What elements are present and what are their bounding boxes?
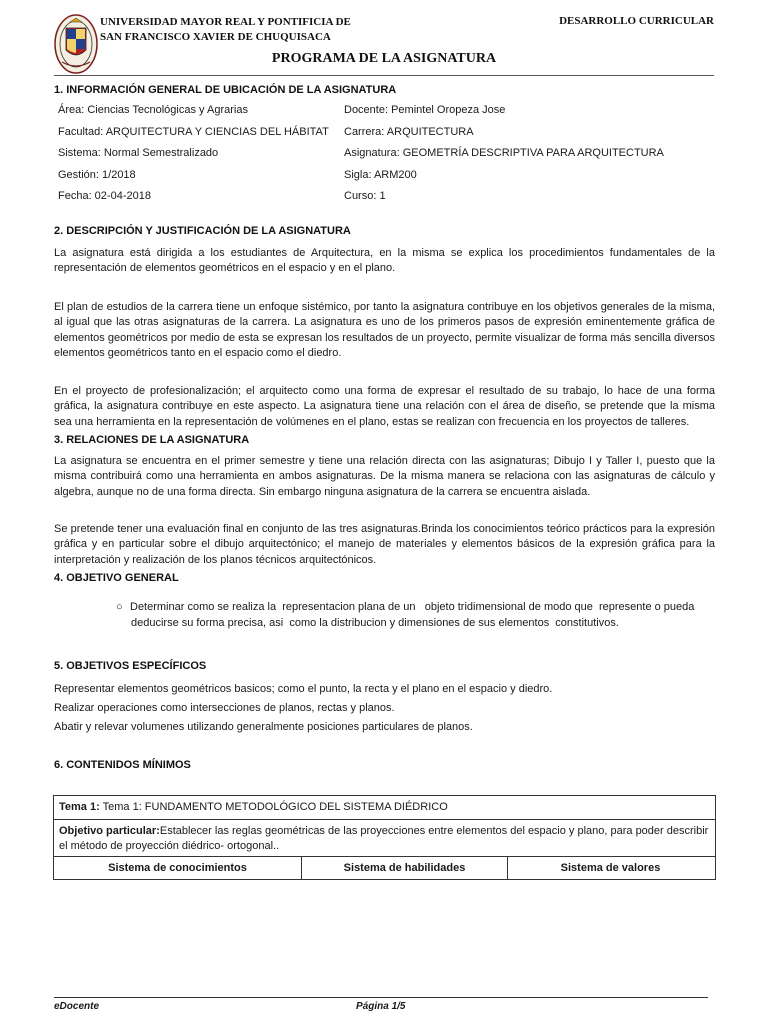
relations-paragraph: La asignatura se encuentra en el primer semestre y tiene una relación directa con las asignaturas; Dibujo I y Taller I, puesto que la misma contribuirá como una herramienta en ambos asignaturas. De la misma manera se relaciona con las asignaturas de cálculo y algebra, aunque no de una forma directa. Sin embargo ninguna asignatura de la carrera se encuentra aislada. [54,455,715,498]
page-number: Página 1/5 [356,1001,406,1012]
section-3-title: 3. RELACIONES DE LA ASIGNATURA [54,434,250,446]
description-paragraph: El plan de estudios de la carrera tiene un enfoque sistémico, por tanto la asignatura contribuye en los objetivos generales de la misma, al igual que las otras asignaturas de la carrera. La asignatura es uno de los primeros pasos de expresión eminentemente gráfica de elementos geométricos por medio de esta se expresan los resultados de un proyecto, permite visualizar de forma más sencilla diversos elementos geométricos tanto en el espacio como el diedro. [54,301,715,360]
info-docente: Docente: Pemintel Oropeza Jose [344,104,506,116]
general-objective-text [130,600,720,631]
general-objective-line-1: Determinar como se realiza la representacion plana de un objeto tridimensional de modo que represente o pueda [130,601,695,613]
info-area: Área: Ciencias Tecnológicas y Agrarias [58,104,248,116]
section-6-title: 6. CONTENIDOS MÍNIMOS [54,759,191,771]
info-sistema: Sistema: Normal Semestralizado [58,147,219,159]
general-objective-line-2: deducirse su forma precisa, asi como la distribucion y dimensiones de sus elementos constitutivos. [131,616,619,629]
university-name [100,15,351,45]
table-row-objetivo [54,820,715,857]
university-line-2: SAN FRANCISCO XAVIER DE CHUQUISACA [100,31,331,43]
header-divider [54,75,714,76]
specific-objective-item: Realizar operaciones como intersecciones de planos, rectas y planos. [54,702,395,714]
info-facultad: Facultad: ARQUITECTURA Y CIENCIAS DEL HÁBITAT [58,125,329,138]
university-line-1: UNIVERSIDAD MAYOR REAL Y PONTIFICIA DE [100,16,351,28]
info-curso: Curso: 1 [344,190,386,202]
specific-objective-item: Representar elementos geométricos basicos; como el punto, la recta y el plano en el espacio y diedro. [54,683,553,695]
info-sigla: Sigla: ARM200 [344,168,417,181]
column-header-conocimientos: Sistema de conocimientos [108,862,247,874]
relations-paragraph: Se pretende tener una evaluación final en conjunto de las tres asignaturas.Brinda los conocimientos teórico prácticos para la expresión gráfica y en particular sobre el dibujo arquitectónico; el manejo de materiales y elementos básicos de la expresión gráfica para la interpretación y realización de los planos técnicos arquitectónicos. [54,523,715,566]
info-asignatura: Asignatura: GEOMETRÍA DESCRIPTIVA PARA ARQUITECTURA [344,147,664,159]
contents-table [53,795,716,880]
info-carrera: Carrera: ARQUITECTURA [344,125,474,138]
section-2-title: 2. DESCRIPCIÓN Y JUSTIFICACIÓN DE LA ASIGNATURA [54,225,351,237]
section-5-title: 5. OBJETIVOS ESPECÍFICOS [54,660,207,672]
department-label: DESARROLLO CURRICULAR [559,15,714,27]
description-paragraph: En el proyecto de profesionalización; el arquitecto como una forma de expresar el resultado de su trabajo, lo hace de una forma gráfica, la asignatura contribuye en este aspecto. La asignatura tiene una relación con el área de diseño, se pretende que la misma sea una herramienta en la representación de volúmenes en el plano, estas se realizan con frecuencia en los proyectos de talleres. [54,385,715,428]
footer-divider [54,997,708,998]
column-header-habilidades: Sistema de habilidades [301,857,507,879]
objetivo-value: Establecer las reglas geométricas de las proyecciones entre elementos del espacio y plano, para poder describir el método de proyección diédrico- ortogonal.. [59,825,709,852]
tema-value: Tema 1: FUNDAMENTO METODOLÓGICO DEL SISTEMA DIÉDRICO [102,801,448,813]
column-header-valores: Sistema de valores [507,857,713,879]
tema-label: Tema 1: [59,801,100,813]
info-fecha: Fecha: 02-04-2018 [58,190,151,202]
table-row-tema [54,796,715,820]
objetivo-label: Objetivo particular: [59,825,160,837]
section-1-title: 1. INFORMACIÓN GENERAL DE UBICACIÓN DE LA ASIGNATURA [54,84,397,96]
document-title: PROGRAMA DE LA ASIGNATURA [271,51,497,66]
table-header-row [54,857,715,879]
footer-brand: eDocente [54,1001,100,1012]
specific-objective-item: Abatir y relevar volumenes utilizando generalmente posiciones particulares de planos. [54,721,473,733]
section-4-title: 4. OBJETIVO GENERAL [54,572,179,584]
info-gestion: Gestión: 1/2018 [58,168,136,181]
bullet-circle-icon: ○ [116,601,123,613]
description-paragraph: La asignatura está dirigida a los estudiantes de Arquitectura, en la misma se explica los procedimientos fundamentales de la representación de elementos geométricos en el espacio y en el plano. [54,247,715,275]
